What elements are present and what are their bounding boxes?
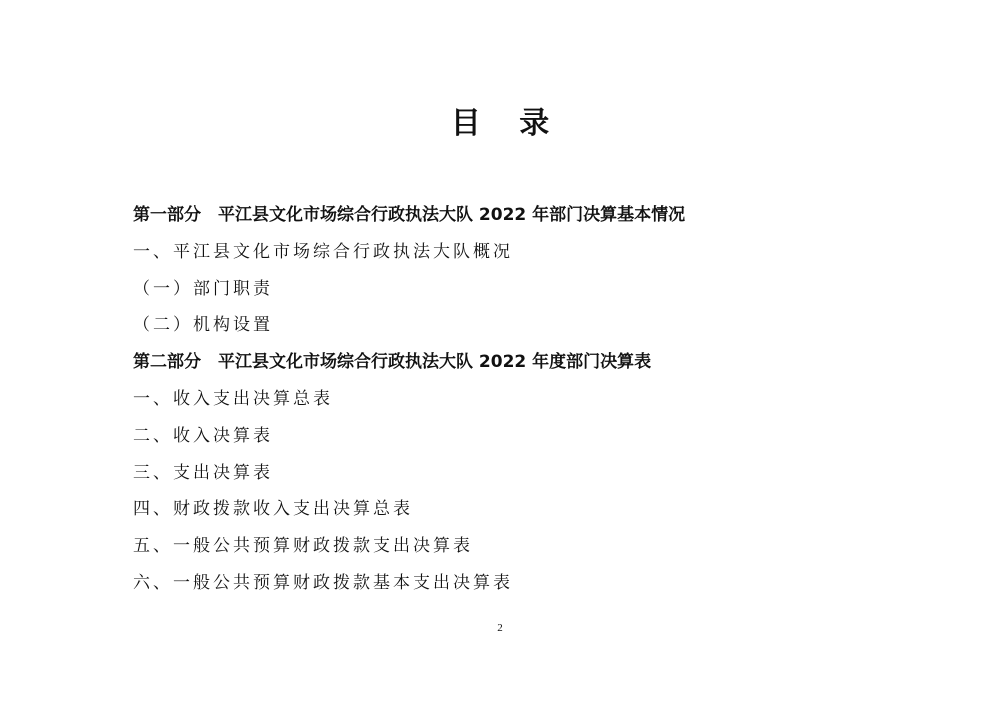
page-title: 目 录 xyxy=(450,106,564,141)
toc-item: （二）机构设置 xyxy=(133,315,273,336)
page-number: 2 xyxy=(497,622,503,634)
toc-item: 五、一般公共预算财政拨款支出决算表 xyxy=(133,536,473,557)
table-of-contents xyxy=(133,197,893,602)
toc-part-2: 第二部分 平江县文化市场综合行政执法大队 2022 年度部门决算表 xyxy=(133,352,652,373)
toc-item: 四、财政拨款收入支出决算总表 xyxy=(133,499,413,520)
toc-item: 二、收入决算表 xyxy=(133,425,273,446)
toc-part-1: 第一部分 平江县文化市场综合行政执法大队 2022 年部门决算基本情况 xyxy=(133,205,686,225)
toc-item: 六、一般公共预算财政拨款基本支出决算表 xyxy=(133,572,513,593)
toc-item: 一、平江县文化市场综合行政执法大队概况 xyxy=(133,241,513,262)
toc-item: （一）部门职责 xyxy=(133,278,273,299)
toc-item: 三、支出决算表 xyxy=(133,462,273,483)
toc-item: 一、收入支出决算总表 xyxy=(133,388,333,409)
